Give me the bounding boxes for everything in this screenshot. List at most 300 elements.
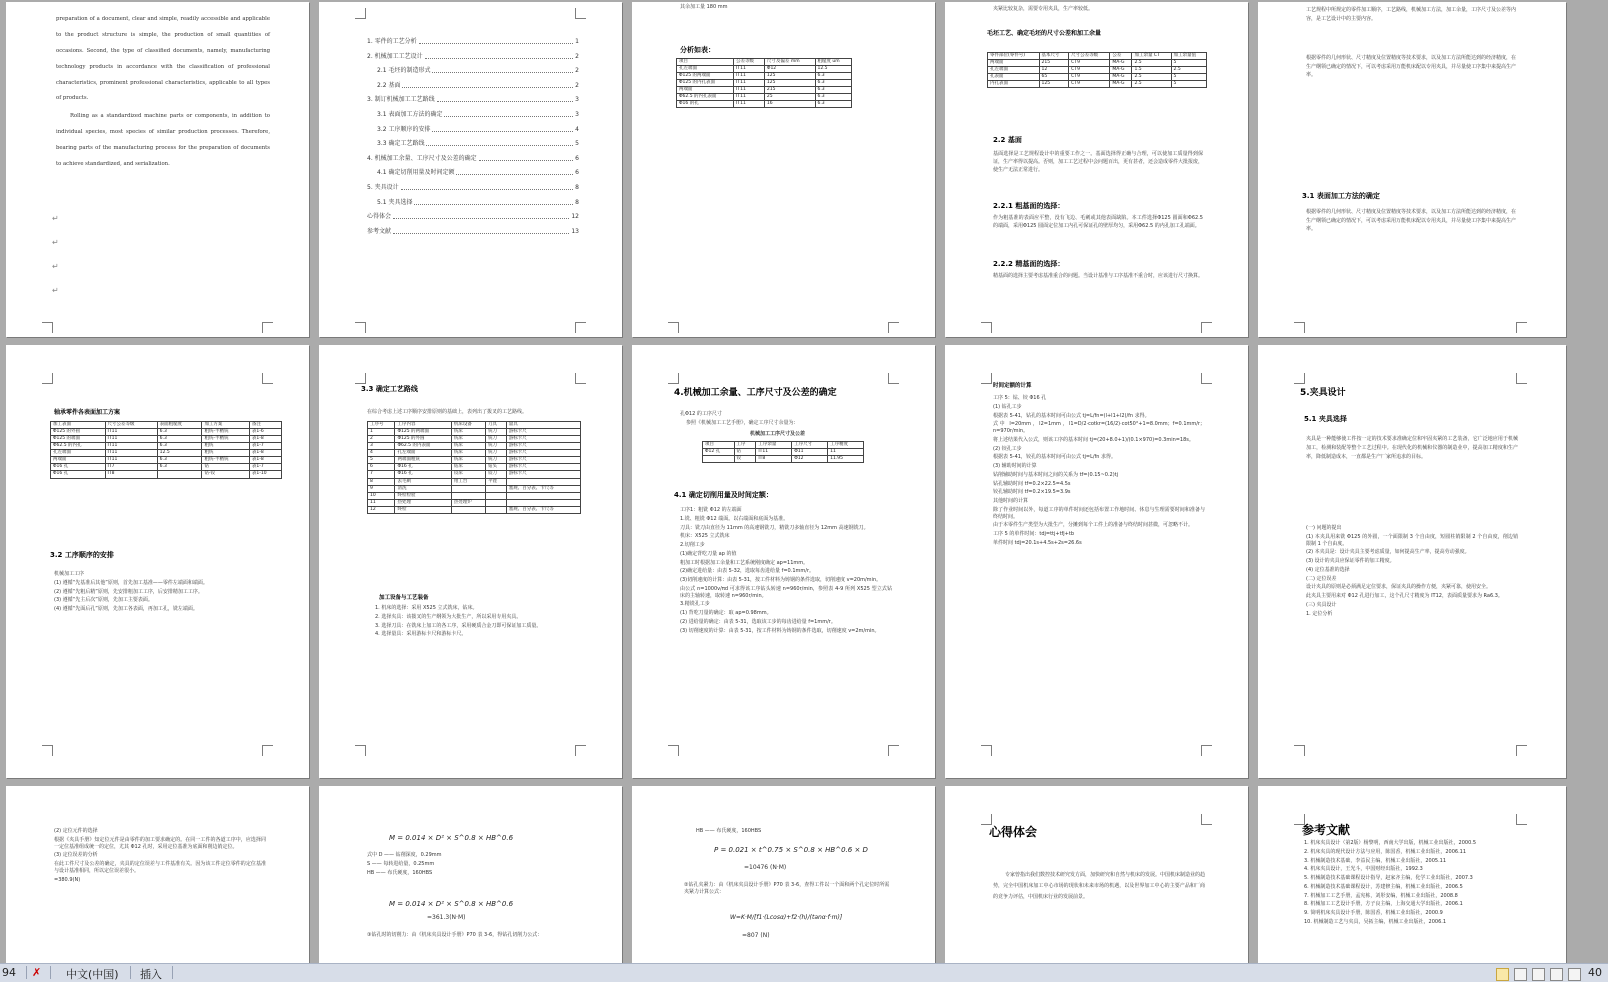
table-cell: 粗铣 bbox=[202, 450, 249, 457]
table-cell: Φ125 的外圆 bbox=[395, 436, 451, 443]
table-cell: 机床设备 bbox=[451, 422, 485, 429]
table-cell: IT11 bbox=[734, 87, 765, 94]
table-cell: MA-G bbox=[1110, 81, 1132, 88]
page-14 bbox=[945, 786, 1248, 963]
table-cell: 终检检验 bbox=[395, 492, 451, 499]
text-line: 机械加工工序 bbox=[54, 571, 85, 577]
text-line: (3) 定位误差的分析 bbox=[54, 852, 98, 859]
page-10 bbox=[1258, 345, 1566, 778]
text-line: (1) 本夹具用来铣 Φ125 的外圆，一个面限制 3 个自由度，短圆柱销限制 2 个自由度，削边销限制 1 个自由度。 bbox=[1306, 533, 1518, 547]
table-cell: Φ12 bbox=[792, 456, 828, 463]
page-13 bbox=[632, 786, 935, 963]
table-cell: Φ125 的内孔表面 bbox=[677, 80, 734, 87]
page-11 bbox=[6, 786, 309, 963]
text-line: 1. 定位分析 bbox=[1306, 610, 1333, 617]
p8-line-1: 孔Φ12 的工序尺寸 bbox=[680, 411, 722, 417]
table-cell: 粗铣-半精铣 bbox=[202, 429, 249, 436]
table-cell: IT8 bbox=[756, 456, 792, 463]
table-cell: 5 bbox=[1171, 74, 1206, 81]
table-row bbox=[988, 67, 1207, 74]
toc-entry-page: 6 bbox=[575, 169, 579, 177]
table-row bbox=[677, 66, 852, 73]
table-cell bbox=[703, 456, 735, 463]
table-cell: 孔左端面 bbox=[51, 450, 106, 457]
table-cell: Φ16 的孔 bbox=[677, 101, 734, 108]
table-cell: 表1-7 bbox=[249, 443, 281, 450]
table-cell bbox=[451, 492, 485, 499]
toc-entry-page: 13 bbox=[571, 227, 579, 235]
table-cell: 钻 bbox=[734, 449, 756, 456]
toc-entry[interactable] bbox=[367, 169, 579, 177]
table-cell: 1.5 bbox=[1132, 67, 1171, 74]
toc-entry[interactable] bbox=[367, 38, 579, 46]
table-cell: 基本尺寸 bbox=[1039, 53, 1069, 60]
table-cell bbox=[506, 499, 580, 506]
toc-entry-page: 3 bbox=[575, 96, 579, 104]
table-cell: 热处理炉 bbox=[451, 499, 485, 506]
torque-value: =361.3(N·M) bbox=[427, 914, 466, 921]
table-cell: 内孔表面 bbox=[988, 81, 1040, 88]
table-row bbox=[51, 457, 282, 464]
text-line: (3) 设计的夹具应保证零件的加工精度。 bbox=[1306, 558, 1395, 564]
text-line: 3. 选择刀具：在铣床上加工的各工序，采用硬质合金刀即可保证加工质量。 bbox=[375, 622, 542, 629]
text-line: HB —— 布氏硬度，160HBS bbox=[367, 869, 433, 876]
table-cell: IT11 bbox=[105, 436, 157, 443]
table-row bbox=[677, 59, 852, 66]
text-line: 除了作业时间以外，每道工序的单件时间还包括布置工作地时间、休息与生理需要时间和准备与终结时间。 bbox=[993, 506, 1205, 520]
table-cell: 表1-8 bbox=[249, 436, 281, 443]
zoom-level[interactable]: 40 bbox=[1588, 966, 1602, 979]
table-row bbox=[368, 450, 581, 457]
table-cell: 去毛刺 bbox=[395, 478, 451, 485]
table-row bbox=[677, 87, 852, 94]
table-cell: MA-G bbox=[1110, 67, 1132, 74]
toc-entry-title: 3.1 表面加工方法的确定 bbox=[377, 110, 443, 118]
p13-line-1: HB —— 布氏硬度，160HBS bbox=[696, 828, 762, 834]
table-cell: 表1-10 bbox=[249, 471, 281, 478]
table-cell: 孔左端面 bbox=[988, 67, 1040, 74]
table-cell: Φ62.5 的内孔表面 bbox=[677, 94, 734, 101]
toc-entry[interactable] bbox=[367, 126, 579, 134]
table-cell: 12 bbox=[1039, 67, 1069, 74]
table-row bbox=[368, 457, 581, 464]
page-7 bbox=[319, 345, 622, 778]
table-cell: 表1-6 bbox=[249, 429, 281, 436]
text-line: 由于本零件生产类型为大批生产，分摊到每个工件上的准备与终结时间甚微，可忽略不计。 bbox=[993, 522, 1194, 529]
page-count[interactable]: 94 bbox=[2, 966, 16, 979]
toc-entry-title: 5. 夹具设计 bbox=[367, 183, 399, 191]
heading-3-2: 3.2 工序顺序的安排 bbox=[50, 551, 114, 559]
p8-table-subtitle: 机械加工工序尺寸及公差 bbox=[750, 431, 806, 437]
toc-entry[interactable] bbox=[367, 96, 579, 104]
table-cell: Φ16 孔 bbox=[395, 471, 451, 478]
toc-entry-title: 4.1 确定切削用量及时间定额 bbox=[377, 169, 455, 177]
text-line: (三) 夹具设计 bbox=[1306, 601, 1337, 608]
page-6 bbox=[6, 345, 309, 778]
table-cell: 4 bbox=[368, 450, 395, 457]
table-row bbox=[368, 492, 581, 499]
table-cell: 孔左端面 bbox=[395, 450, 451, 457]
spellcheck-icon[interactable]: ✗ bbox=[32, 966, 42, 979]
page-4 bbox=[945, 2, 1248, 337]
text-line: 根据表 5-41，铰孔的基本时间可由公式 tj=L/fn 求得。 bbox=[993, 454, 1117, 461]
force-value: =10476 (N·M) bbox=[744, 864, 787, 871]
text-line: 工序1：粗铣 Φ12 的左端面 bbox=[680, 507, 742, 513]
status-bar bbox=[0, 963, 1608, 982]
positioning-lines bbox=[54, 828, 266, 885]
table-cell: 钻 bbox=[202, 464, 249, 471]
text-line: 8. 机械加工工艺设计手册，方子良主编，上海交通大学出版社，2006.1 bbox=[1304, 901, 1463, 908]
toc-entry[interactable] bbox=[367, 82, 579, 90]
toc-entry-title: 2.2 基面 bbox=[377, 81, 401, 89]
page-1 bbox=[6, 2, 309, 337]
table-cell: 游标卡尺 bbox=[506, 471, 580, 478]
table-cell: 备注 bbox=[249, 422, 281, 429]
table-cell: 铣床 bbox=[451, 429, 485, 436]
toc-entry[interactable] bbox=[367, 199, 579, 207]
toc-entry-page: 2 bbox=[575, 67, 579, 75]
table-row bbox=[368, 506, 581, 513]
english-paragraph-2: Rolling as a standardized machine parts or components, in addition to individual species, most species of similar production processes. Therefore, bearing parts of the manufacturing process for the preparation of documents to achieve standardized, and serialization. bbox=[56, 113, 270, 168]
page-5 bbox=[1258, 2, 1566, 337]
blank-allowance-table bbox=[987, 52, 1207, 88]
text-line: (3) 遵循“先主后次”原则，先加工主要表面。 bbox=[54, 597, 153, 604]
table-cell: 3 bbox=[368, 443, 395, 450]
toc-entry-title: 2. 机械加工工艺设计 bbox=[367, 52, 423, 60]
toc-entry-page: 12 bbox=[571, 213, 579, 221]
table-cell: IT7 bbox=[105, 464, 157, 471]
text-line: 单件时间 tdj=20.1s+4.5s+2s=26.6s bbox=[993, 539, 1082, 546]
text-line: 机床：X525 立式铣床 bbox=[680, 533, 730, 540]
table-cell: 零件部位(零件号) bbox=[988, 53, 1040, 60]
table-cell: 铣刀 bbox=[485, 429, 506, 436]
table-row bbox=[988, 60, 1207, 67]
table-cell: 65 bbox=[1039, 74, 1069, 81]
text-line: 此夹具主要用来对 Φ12 孔进行加工，这个孔尺寸精度为 IT12，表面质量要求为 Ra6.3。 bbox=[1306, 593, 1503, 599]
table-cell: 2 bbox=[368, 436, 395, 443]
heading-4: 4.机械加工余量、工序尺寸及公差的确定 bbox=[674, 388, 837, 398]
text-line: (4) 遵循“先面后孔”原则，先加工各表面，再加工孔，铣左端面。 bbox=[54, 606, 198, 612]
table-cell: 工序余量 bbox=[756, 442, 792, 449]
surface-plan-title: 轴承零件各表面加工方案 bbox=[54, 409, 121, 416]
equipment-lines bbox=[375, 605, 575, 640]
toc-entry-title: 心得体会 bbox=[367, 213, 392, 221]
text-line: (3)切削速度的计算：由表 5-31，按工件材料为铸钢的条件选取，切削速度 v=20m/min。 bbox=[680, 577, 882, 583]
toc-entry-page: 1 bbox=[575, 38, 579, 45]
text-line: 2.切削工步 bbox=[680, 542, 705, 548]
toc-entry[interactable] bbox=[367, 53, 579, 61]
text-line: 4. 选择量具：采用游标卡尺和游标卡尺。 bbox=[375, 631, 467, 638]
table-cell: 6.3 bbox=[815, 94, 852, 101]
toc-entry[interactable] bbox=[367, 213, 579, 221]
table-cell: 11 bbox=[368, 499, 395, 506]
toc-entry-page: 5 bbox=[575, 140, 579, 148]
text-line: 根据《夹具手册》知定位元件是由零件的加工要求确定的。在同一工件的各道工序中，应选择同一定位基准组成统一的定位，尤其 Φ12 孔时，采用定位基准为底面和削边销定位。 bbox=[54, 836, 266, 850]
table-row bbox=[703, 442, 864, 449]
table-cell: 25 bbox=[764, 94, 815, 101]
table-cell bbox=[485, 506, 506, 513]
table-cell: 125 bbox=[764, 80, 815, 87]
text-line: 7. 机械加工工艺手册，孟宪栋，刘彤安编，机械工业出版社，2008.8 bbox=[1304, 892, 1458, 899]
text-line: (1)确定背吃刀量 ap 的值 bbox=[680, 550, 737, 557]
table-cell: 钻-铰 bbox=[202, 471, 249, 478]
table-cell: Φ62.5 的内表面 bbox=[395, 443, 451, 450]
table-row bbox=[988, 53, 1207, 60]
text-line: 钻孔辅助时间 tf=0.2×22.5=4.5s bbox=[993, 480, 1071, 487]
text-line: 3.精铣孔工步 bbox=[680, 601, 710, 608]
text-line: (1) 钻孔工步 bbox=[993, 403, 1022, 410]
fixture-text: 夹具是一种能够使工件按一定的技术要求准确定位和牢固夹紧的工艺装备，它广泛地应用于机械加工，检测和装配等整个工艺过程中。在现代化的机械和仪器的制造业中，提高加工精度和生产率，降低制造成本，一直都是生产厂家所追求的目标。 bbox=[1306, 436, 1518, 460]
text-line: 2. 机床夹具的现代设计方法与应用，陈国香，机械工业出版社，2006.11 bbox=[1304, 848, 1467, 855]
table-of-contents bbox=[367, 38, 579, 242]
toc-entry-page: 3 bbox=[575, 110, 579, 118]
text-line: 6. 机械制造技术基础课程设计，苏建修主编，机械工业出版社，2006.5 bbox=[1304, 883, 1463, 890]
table-cell: 10 bbox=[368, 492, 395, 499]
text-line: (一) 问题的提出 bbox=[1306, 525, 1342, 531]
table-row bbox=[368, 429, 581, 436]
table-row bbox=[368, 478, 581, 485]
table-cell: 项目 bbox=[677, 59, 734, 66]
time-lines bbox=[993, 395, 1205, 549]
table-cell: 工序尺寸 bbox=[792, 442, 828, 449]
toc-entry[interactable] bbox=[367, 111, 579, 119]
table-cell: Φ125 的端面 bbox=[51, 436, 106, 443]
table-cell bbox=[451, 485, 485, 492]
table-cell: 铰 bbox=[734, 456, 756, 463]
table-cell: 215 bbox=[764, 87, 815, 94]
table-cell: IT8 bbox=[105, 471, 157, 478]
table-cell: 量具 bbox=[506, 422, 580, 429]
table-cell: 铰刀 bbox=[485, 471, 506, 478]
text-line: 设计夹具的原则是必须满足定位要求，保证夹具的操作方便，夹紧可靠，使用安全。 bbox=[1306, 584, 1492, 591]
table-row bbox=[51, 471, 282, 478]
table-cell: 游标卡尺 bbox=[506, 450, 580, 457]
table-cell: 12.5 bbox=[157, 450, 202, 457]
blank-heading: 毛坯工艺、确定毛坯的尺寸公差和加工余量 bbox=[987, 30, 1102, 37]
table-cell: 钻床 bbox=[451, 464, 485, 471]
fixture-lines bbox=[1306, 525, 1518, 619]
table-cell: 6.3 bbox=[815, 101, 852, 108]
p12-note: ③钻孔时的切削力：由《机床夹具设计手册》P70 表 3-6，得钻孔切削力公式： bbox=[367, 932, 543, 938]
text-line: 钻削辅助时间与基本时间之间的关系为 tf=(0.15~0.2)tj bbox=[993, 471, 1119, 478]
table-cell bbox=[506, 492, 580, 499]
table-cell: 孔左端面 bbox=[677, 66, 734, 73]
sequence-lines bbox=[54, 571, 264, 615]
text-line: =380.9(N) bbox=[54, 876, 81, 883]
text-line: 5. 机械制造技术基础课程设计指导，赵家齐主编，化学工业出版社，2007.3 bbox=[1304, 875, 1473, 881]
table-cell: 游标卡尺 bbox=[506, 443, 580, 450]
process-route-table bbox=[367, 421, 581, 514]
table-row bbox=[368, 485, 581, 492]
text-line: 其他时间的计算 bbox=[993, 498, 1029, 504]
english-paragraphs bbox=[56, 12, 270, 175]
text-line: 式中 D —— 钻削深度，0.29mm bbox=[367, 852, 442, 858]
paragraph-mark: ↵ bbox=[52, 262, 59, 271]
table-cell: CT9 bbox=[1069, 74, 1110, 81]
text-line: (2) 遵循“先粗后精”原则，先安排粗加工工序，后安排精加工工序。 bbox=[54, 588, 203, 595]
table-cell: 6.3 bbox=[815, 80, 852, 87]
table-cell: 铣床 bbox=[451, 450, 485, 457]
p13-note: ②钻孔夹紧力：由《机床夹具设计手册》P70 表 3-6，查得工件以一个面和两个孔定位时所需夹紧力计算公式： bbox=[684, 882, 890, 895]
toc-entry[interactable] bbox=[367, 155, 579, 163]
table-cell: IT11 bbox=[105, 450, 157, 457]
table-cell: IT11 bbox=[734, 66, 765, 73]
table-cell: 表1-7 bbox=[249, 464, 281, 471]
table-cell: 两端面 bbox=[677, 87, 734, 94]
p8-line-2: 参照《机械加工工艺手册》，确定工序尺寸余量为： bbox=[686, 420, 799, 426]
table-cell: 两端面 bbox=[988, 60, 1040, 67]
table-row bbox=[51, 464, 282, 471]
table-cell: 游标卡尺 bbox=[506, 436, 580, 443]
page-3-title: 分析如表： bbox=[680, 46, 715, 54]
table-cell: Φ16 孔 bbox=[51, 464, 106, 471]
table-cell: 16 bbox=[764, 101, 815, 108]
text-line: (2) 进给量的确定：由表 5-31，选取该工步的每齿进给量 f=1mm/r。 bbox=[680, 618, 836, 625]
table-cell: 6.3 bbox=[157, 436, 202, 443]
table-cell bbox=[485, 492, 506, 499]
table-cell: 铣刀 bbox=[485, 450, 506, 457]
table-cell: 公差等级 bbox=[734, 59, 765, 66]
table-cell: IT11 bbox=[756, 449, 792, 456]
page-15 bbox=[1258, 786, 1566, 963]
text-line: 粗加工时根据加工余量和工艺系统刚度确定 ap=11mm。 bbox=[680, 559, 809, 566]
text-line: 式中 l=20mm，l2=1mm，l1=D/2·cotkr=(16/2)·cot50°+1=8.0mm；f=0.1mm/r；n=970r/min。 bbox=[993, 421, 1205, 434]
toc-entry-title: 3.2 工序顺序的安排 bbox=[377, 125, 431, 133]
insert-mode[interactable]: 插入 bbox=[140, 968, 162, 981]
table-row bbox=[51, 422, 282, 429]
table-cell bbox=[485, 485, 506, 492]
toc-entry-title: 5.1 夹具选择 bbox=[377, 198, 413, 206]
text-line: 4. 机床夹具设计，王光斗，中国财经出版社，1992.3 bbox=[1304, 866, 1423, 873]
toc-entry-page: 8 bbox=[575, 183, 579, 191]
table-cell: 铣床 bbox=[451, 436, 485, 443]
torque-equation-2: M = 0.014 × D² × S^0.8 × HB^0.6 bbox=[389, 900, 514, 908]
table-cell: Φ11 bbox=[792, 449, 828, 456]
text-line: (2) 定位元件的选择 bbox=[54, 828, 98, 834]
table-cell: 塞规、百分表、卡尺等 bbox=[506, 485, 580, 492]
toc-entry-title: 3.3 确定工艺路线 bbox=[377, 140, 425, 148]
page-5-filler: 根据零件的几何形状、尺寸精度及位置精度等技术要求，以及加工方法所能达到的经济精度，在生产纲领已确定的情况下，可以考虑采用万能机床配以专用夹具，并尽量使工序集中来提高生产率。 bbox=[1306, 55, 1517, 78]
table-row bbox=[677, 101, 852, 108]
table-cell: 钳工台 bbox=[451, 478, 485, 485]
table-cell: 1 bbox=[368, 429, 395, 436]
table-cell: CT9 bbox=[1069, 67, 1110, 74]
torque-equation-1: M = 0.014 × D² × S^0.8 × HB^0.6 bbox=[389, 834, 514, 842]
heading-3-1-text: 根据零件的几何形状、尺寸精度及位置精度等技术要求，以及加工方法所能达到的经济精度，在生产纲领已确定的情况下，可以考虑采用万能机床配以专用夹具，并尽量使工序集中来提高生产率。 bbox=[1306, 209, 1517, 232]
table-cell: 2.5 bbox=[1132, 60, 1171, 67]
table-cell: 9 bbox=[368, 485, 395, 492]
toc-entry-title: 3. 制订机械加工工艺路线 bbox=[367, 96, 435, 104]
table-cell: 平锉 bbox=[485, 478, 506, 485]
table-row bbox=[703, 449, 864, 456]
table-cell: 11.95 bbox=[828, 456, 864, 463]
table-cell: 加工余量值 bbox=[1171, 53, 1206, 60]
table-cell: 8 bbox=[368, 478, 395, 485]
table-cell: 项目 bbox=[703, 442, 735, 449]
analysis-table bbox=[676, 58, 852, 108]
heading-5: 5.夹具设计 bbox=[1300, 388, 1346, 398]
text-line: (2)确定进给量：由表 5-32，选取每齿进给量 f=0.1mm/r。 bbox=[680, 568, 814, 575]
table-cell: 铣刀 bbox=[485, 457, 506, 464]
table-cell: Φ125 的外圆 bbox=[51, 429, 106, 436]
table-row bbox=[51, 443, 282, 450]
table-cell: IT11 bbox=[105, 457, 157, 464]
toc-entry[interactable] bbox=[367, 228, 579, 236]
table-cell: 清洗 bbox=[395, 485, 451, 492]
toc-entry[interactable] bbox=[367, 67, 579, 75]
table-cell: 尺寸及偏差 mm bbox=[764, 59, 815, 66]
text-line: 刀具：铣刀由直径为 11mm 的高速钢铣刀，精铣刀多轴直径为 12mm 高速钢铣刀。 bbox=[680, 524, 869, 531]
text-line: (4) 定位基准的选择 bbox=[1306, 566, 1350, 573]
text-line: S —— 每转进给量，0.25mm bbox=[367, 860, 435, 867]
table-cell: Φ125 的两端面 bbox=[395, 429, 451, 436]
text-line: 工序 5 的单件时间：tdj=ttj+tfj+tb bbox=[993, 531, 1075, 537]
table-cell: Φ12 bbox=[764, 66, 815, 73]
text-line: 1. 机床的选择：采用 X525 立式铣床，钻床。 bbox=[375, 605, 478, 611]
table-cell: 6 bbox=[368, 464, 395, 471]
table-cell: 铣床 bbox=[451, 457, 485, 464]
text-line: (2) 铰孔工步 bbox=[993, 445, 1022, 452]
table-cell: Φ16 孔 bbox=[395, 464, 451, 471]
table-cell bbox=[506, 478, 580, 485]
text-line: 3. 机械制造技术基础，李益民主编，机械工业出版社，2005.11 bbox=[1304, 857, 1447, 864]
table-row bbox=[51, 429, 282, 436]
table-row bbox=[51, 436, 282, 443]
table-cell: 游标卡尺 bbox=[506, 457, 580, 464]
table-cell: Φ12 孔 bbox=[703, 449, 735, 456]
toc-entry-title: 2.1 毛坯的制造形式 bbox=[377, 67, 431, 75]
table-cell: CT9 bbox=[1069, 60, 1110, 67]
table-cell: 5 bbox=[1171, 81, 1206, 88]
table-cell: IT11 bbox=[105, 443, 157, 450]
heading-3-1: 3.1 表面加工方法的确定 bbox=[1302, 192, 1380, 200]
table-row bbox=[368, 436, 581, 443]
toc-entry-page: 6 bbox=[575, 154, 579, 162]
table-cell: 12 bbox=[368, 506, 395, 513]
table-cell: IT11 bbox=[734, 94, 765, 101]
text-line: (二) 定位误差 bbox=[1306, 575, 1337, 582]
table-cell: 6.3 bbox=[157, 457, 202, 464]
table-cell: 钻头 bbox=[485, 464, 506, 471]
table-cell: 尺寸公差等级 bbox=[1069, 53, 1110, 60]
text-line: 1.铣、粗铣 Φ12 端面。以右端面和底面为基准。 bbox=[680, 515, 789, 522]
table-cell: 加工方案 bbox=[202, 422, 249, 429]
toc-entry[interactable] bbox=[367, 140, 579, 148]
table-cell: 7 bbox=[368, 471, 395, 478]
toc-entry-title: 1. 零件的工艺分析 bbox=[367, 38, 417, 45]
table-cell: 孔表面 bbox=[988, 74, 1040, 81]
table-cell: IT11 bbox=[734, 80, 765, 87]
force-equation: P = 0.021 × t^0.75 × S^0.8 × HB^0.6 × D bbox=[714, 846, 868, 854]
table-cell bbox=[485, 499, 506, 506]
toc-entry[interactable] bbox=[367, 184, 579, 192]
heading-2-2-2-text: 精基面的选择主要考虑基准重合的问题。当设计基准与工序基准不重合时，应该进行尺寸换算。 bbox=[993, 273, 1204, 279]
table-cell: MA-G bbox=[1110, 60, 1132, 67]
table-cell: 刀具 bbox=[485, 422, 506, 429]
heading-2-2-1: 2.2.1 粗基面的选择： bbox=[993, 202, 1065, 210]
table-cell bbox=[451, 506, 485, 513]
table-cell: 游标卡尺 bbox=[506, 464, 580, 471]
table-cell: 粗糙度 um bbox=[815, 59, 852, 66]
text-line: 在此工件尺寸及公差的确定，夹具的定位误差与工件基准有关。因为该工件定位零件的定位基准与设计基准相同，所以定位误差很小。 bbox=[54, 861, 266, 874]
table-row bbox=[703, 456, 864, 463]
text-line: 10. 机械制造工艺与夹具，吴拓主编，机械工业出版社，2006.1 bbox=[1304, 918, 1447, 925]
text-line: 工序 5：钻、铰 Φ16 孔 bbox=[993, 395, 1047, 401]
clamp-value: =807 (N) bbox=[742, 932, 770, 939]
table-cell: Φ125 的两端面 bbox=[677, 73, 734, 80]
language-indicator[interactable]: 中文(中国) bbox=[66, 968, 119, 981]
toc-entry-page: 2 bbox=[575, 81, 579, 89]
